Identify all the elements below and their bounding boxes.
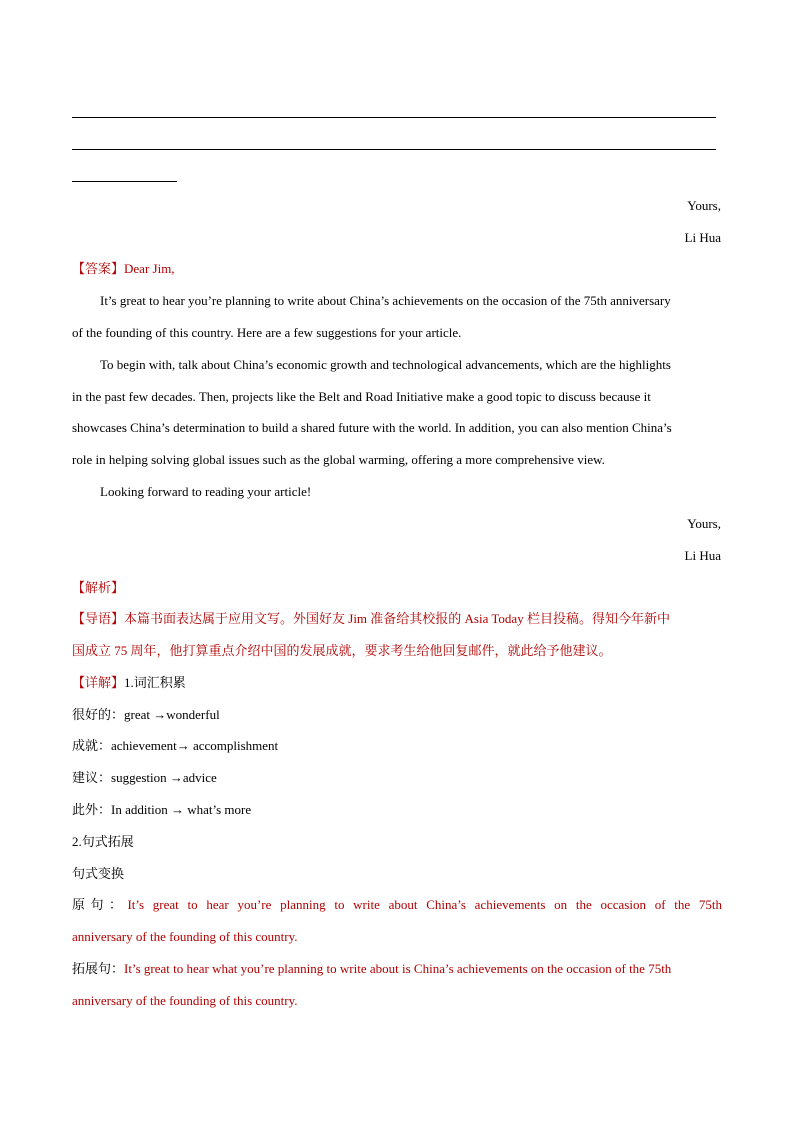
answer-label: 【答案】 <box>72 261 125 276</box>
writing-line-2 <box>72 149 716 150</box>
guide-line2: 国成立 75 周年，他打算重点介绍中国的发展成就，要求考生给他回复邮件，就此给予他建议。 <box>72 643 612 658</box>
section2-heading: 2.句式拓展 <box>72 834 134 849</box>
answer-p3: Looking forward to reading your article! <box>100 484 312 499</box>
answer-greeting: Dear Jim, <box>124 261 175 276</box>
analysis-label: 【解析】 <box>72 580 125 595</box>
vocab-item <box>72 736 278 756</box>
original-line2: anniversary of the founding of this country. <box>72 929 298 944</box>
extended-label: 拓展句： <box>72 961 125 976</box>
guide-text: 本篇书面表达属于应用文写。外国好友 Jim 准备给其校报的 Asia Today 栏目投稿。得知今年新中 <box>124 611 670 626</box>
vocab-cn: 很好的： <box>72 707 125 722</box>
closing-name: Li Hua <box>684 230 721 245</box>
answer-p2-line2: in the past few decades. Then, projects like the Belt and Road Initiative make a good topic to discuss because it <box>72 389 651 404</box>
original-label: 原句： <box>72 897 128 912</box>
vocab-en: great →wonderful <box>124 707 220 722</box>
writing-line-3 <box>72 181 177 182</box>
vocab-en: achievement→ accomplishment <box>111 738 279 753</box>
writing-line-1 <box>72 117 716 118</box>
answer-p1-line1: It’s great to hear you’re planning to write about China’s achievements on the occasion of the 75th anniversary <box>100 293 671 308</box>
answer-name: Li Hua <box>684 548 721 563</box>
extended-text: It’s great to hear what you’re planning to write about is China’s achievements on the occasion of the 75th <box>124 961 672 976</box>
vocab-cn: 此外： <box>72 802 112 817</box>
guide-line1 <box>72 609 670 629</box>
answer-p2-line4: role in helping solving global issues such as the global warming, offering a more comprehensive view. <box>72 452 605 467</box>
transform-heading: 句式变换 <box>72 866 125 881</box>
detail-line <box>72 673 186 693</box>
answer-p2-line3: showcases China’s determination to build a shared future with the world. In addition, you can also mention China’s <box>72 420 672 435</box>
detail-label: 【详解】 <box>72 675 125 690</box>
answer-p2-line1: To begin with, talk about China’s economic growth and technological advancements, which are the highlights <box>100 357 671 372</box>
vocab-cn: 成就： <box>72 738 112 753</box>
closing-yours: Yours, <box>687 198 721 213</box>
vocab-en: In addition → what’s more <box>111 802 252 817</box>
original-text: It’s great to hear you’re planning to write about China’s achievements on the occasion of the 75th <box>127 897 722 912</box>
vocab-item <box>72 800 251 820</box>
detail-heading: 1.词汇积累 <box>124 675 186 690</box>
vocab-cn: 建议： <box>72 770 112 785</box>
extended-line2: anniversary of the founding of this country. <box>72 993 298 1008</box>
vocab-item <box>72 768 217 788</box>
answer-p1-line2: of the founding of this country. Here are a few suggestions for your article. <box>72 325 462 340</box>
extended-line1 <box>72 959 671 979</box>
answer-yours: Yours, <box>687 516 721 531</box>
vocab-en: suggestion →advice <box>111 770 217 785</box>
original-line1 <box>72 895 722 915</box>
guide-label: 【导语】 <box>72 611 125 626</box>
vocab-item <box>72 705 220 725</box>
answer-greeting-line <box>72 259 175 279</box>
